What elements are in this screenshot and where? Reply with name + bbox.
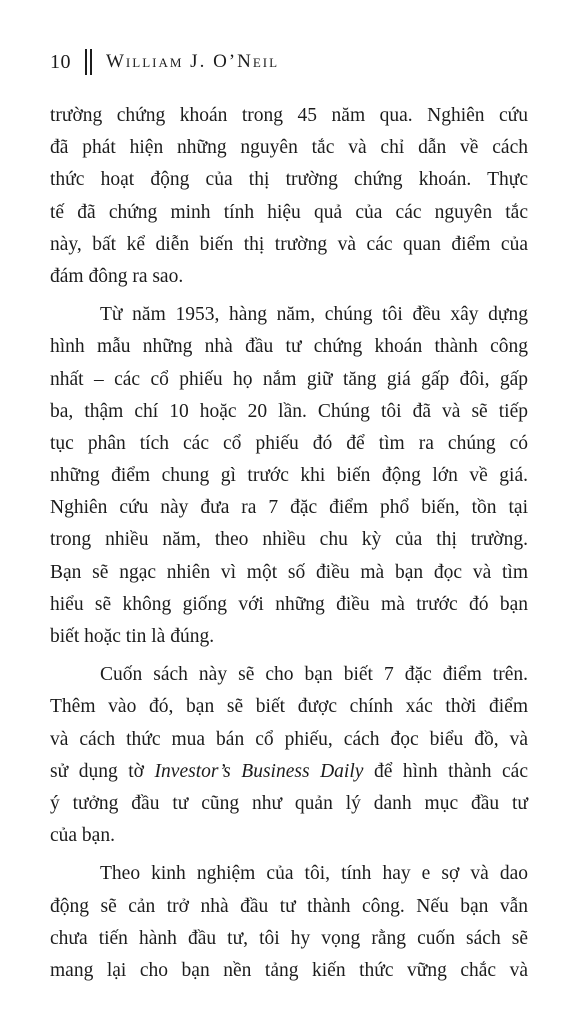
text-run: để hình thành các [363,760,528,782]
running-head-author: William J. O’Neil [106,51,280,72]
paragraph-2 [50,299,528,653]
text-line: Bạn sẽ ngạc nhiên vì một số điều mà bạn đọc và tìm [50,561,528,583]
header-divider [85,49,92,75]
text-line: ý tưởng đầu tư cũng như quản lý danh mục đầu tư [50,792,528,814]
paragraph-4 [50,858,528,987]
text-line: hình mẫu những nhà đầu tư chứng khoán thành công [50,336,528,358]
text-line: và cách thức mua bán cổ phiếu, cách đọc biểu đồ, và [50,728,528,750]
text-line: mang lại cho bạn nền tảng kiến thức vững chắc và [50,959,528,981]
text-line: tế đã chứng minh tính hiệu quả của các nguyên tắc [50,201,528,223]
text-line: đám đông ra sao. [50,265,184,287]
text-line: đã phát hiện những nguyên tắc và chỉ dẫn về cách [50,137,528,159]
text-run: sử dụng tờ [50,760,155,782]
text-line: động sẽ cản trở nhà đầu tư thành công. Nếu bạn vẫn [50,895,528,917]
text-line: hiểu sẽ không giống với những điều mà trước đó bạn [50,593,528,615]
paragraph-3 [50,659,528,852]
running-header [50,46,279,78]
text-line: chưa tiến hành đầu tư, tôi hy vọng rằng cuốn sách sẽ [50,927,528,949]
publication-title: Investor’s Business Daily [154,760,364,782]
text-line: Cuốn sách này sẽ cho bạn biết 7 đặc điểm trên. [100,664,528,686]
text-line: này, bất kể diễn biến thị trường và các quan điểm của [50,233,528,255]
text-line: tục phân tích các cổ phiếu đó để tìm ra chúng có [50,432,528,454]
text-line: trường chứng khoán trong 45 năm qua. Nghiên cứu [50,105,528,126]
text-line: thức hoạt động của thị trường chứng khoán. Thực [50,169,528,191]
text-line: Nghiên cứu này đưa ra 7 đặc điểm phổ biến, tồn tại [50,497,528,519]
text-line: Từ năm 1953, hàng năm, chúng tôi đều xây dựng [100,304,528,326]
text-line: những điểm chung gì trước khi biến động lớn về giá. [50,465,528,487]
text-line-with-italic-title [50,756,528,788]
text-line: trong nhiều năm, theo nhiều chu kỳ của thị trường. [50,529,528,551]
text-line: Theo kinh nghiệm của tôi, tính hay e sợ và dao [100,863,528,885]
text-line: ba, thậm chí 10 hoặc 20 lần. Chúng tôi đã và sẽ tiếp [50,400,528,422]
paragraph-1 [50,100,528,293]
text-line: biết hoặc tin là đúng. [50,626,215,647]
body-text [50,100,528,987]
text-line: Thêm vào đó, bạn sẽ biết được chính xác thời điểm [50,696,528,718]
text-line: nhất – các cổ phiếu họ nắm giữ tăng giá gấp đôi, gấp [50,368,528,390]
page-number: 10 [50,50,71,73]
text-line: của bạn. [50,825,115,847]
